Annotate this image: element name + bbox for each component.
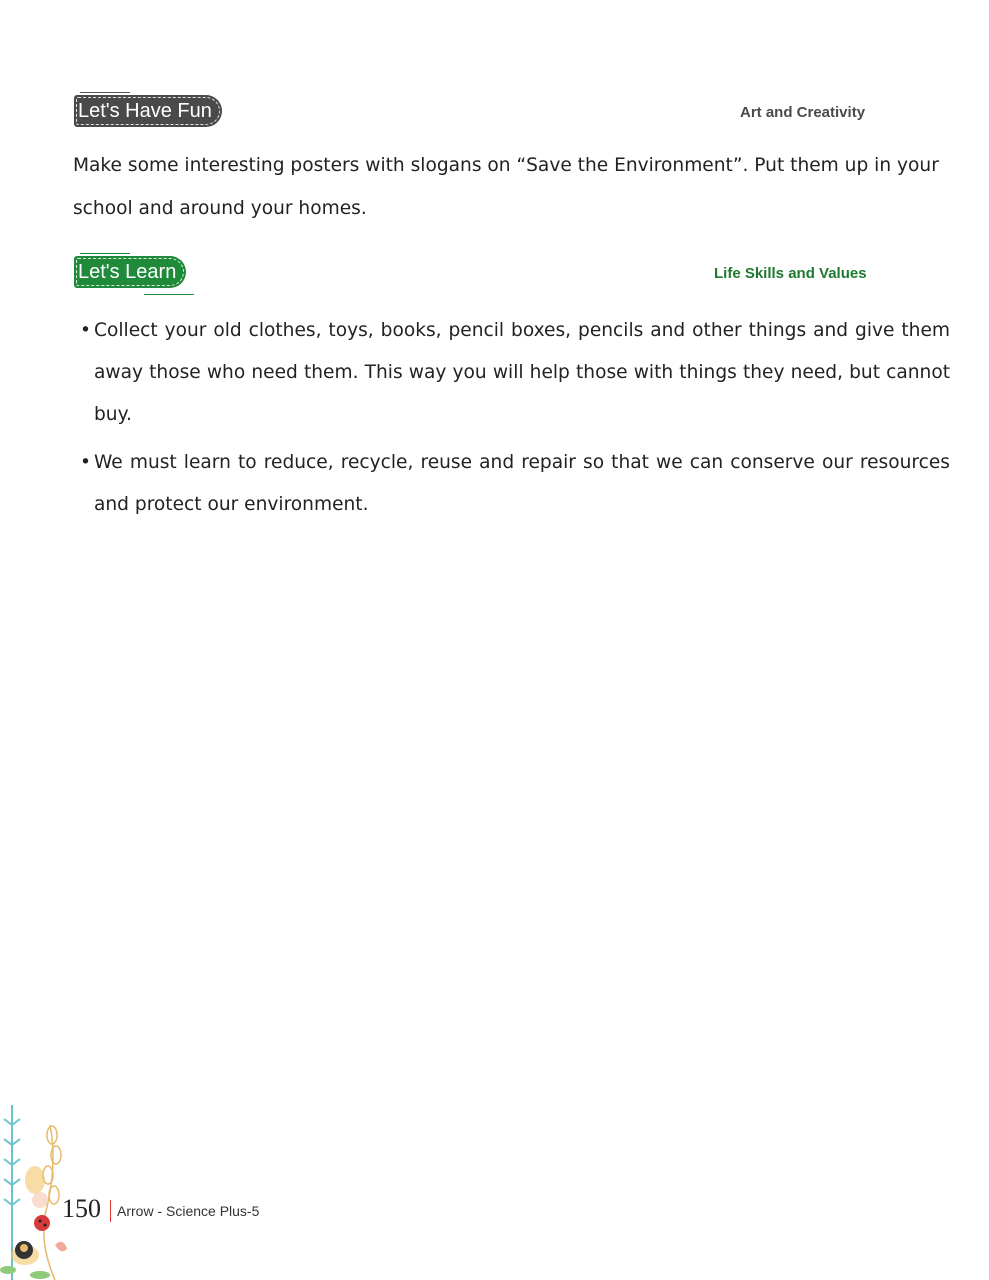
fun-paragraph: Make some interesting posters with slogans on “Save the Environment”. Put them up in your school and around your homes.: [73, 155, 939, 219]
tag-line: [80, 92, 130, 93]
lets-learn-title: Let's Learn: [74, 256, 186, 288]
tag-line: [144, 294, 194, 295]
lets-learn-tag: [74, 256, 186, 288]
floral-decoration-icon: [0, 1105, 90, 1280]
bullet-text: Collect your old clothes, toys, books, pencil boxes, pencils and other things and give them away those who need them. This way you will help those with things they need, but cannot buy.: [94, 320, 950, 425]
footer-separator: [110, 1200, 111, 1222]
learn-bullet-list: [80, 310, 950, 532]
list-item: [80, 310, 950, 436]
tag-line: [80, 253, 130, 254]
book-title: Arrow - Science Plus-5: [117, 1203, 260, 1219]
art-and-creativity-label: Art and Creativity: [740, 104, 866, 121]
bullet-icon: •: [80, 320, 91, 341]
life-skills-label: Life Skills and Values: [714, 265, 867, 282]
lets-have-fun-title: Let's Have Fun: [74, 95, 222, 127]
lets-have-fun-tag: [74, 95, 222, 127]
list-item: [80, 442, 950, 526]
bullet-text: We must learn to reduce, recycle, reuse and repair so that we can conserve our resources and protect our environment.: [94, 452, 950, 515]
bullet-icon: •: [80, 452, 91, 473]
page-number: 150: [62, 1194, 101, 1223]
